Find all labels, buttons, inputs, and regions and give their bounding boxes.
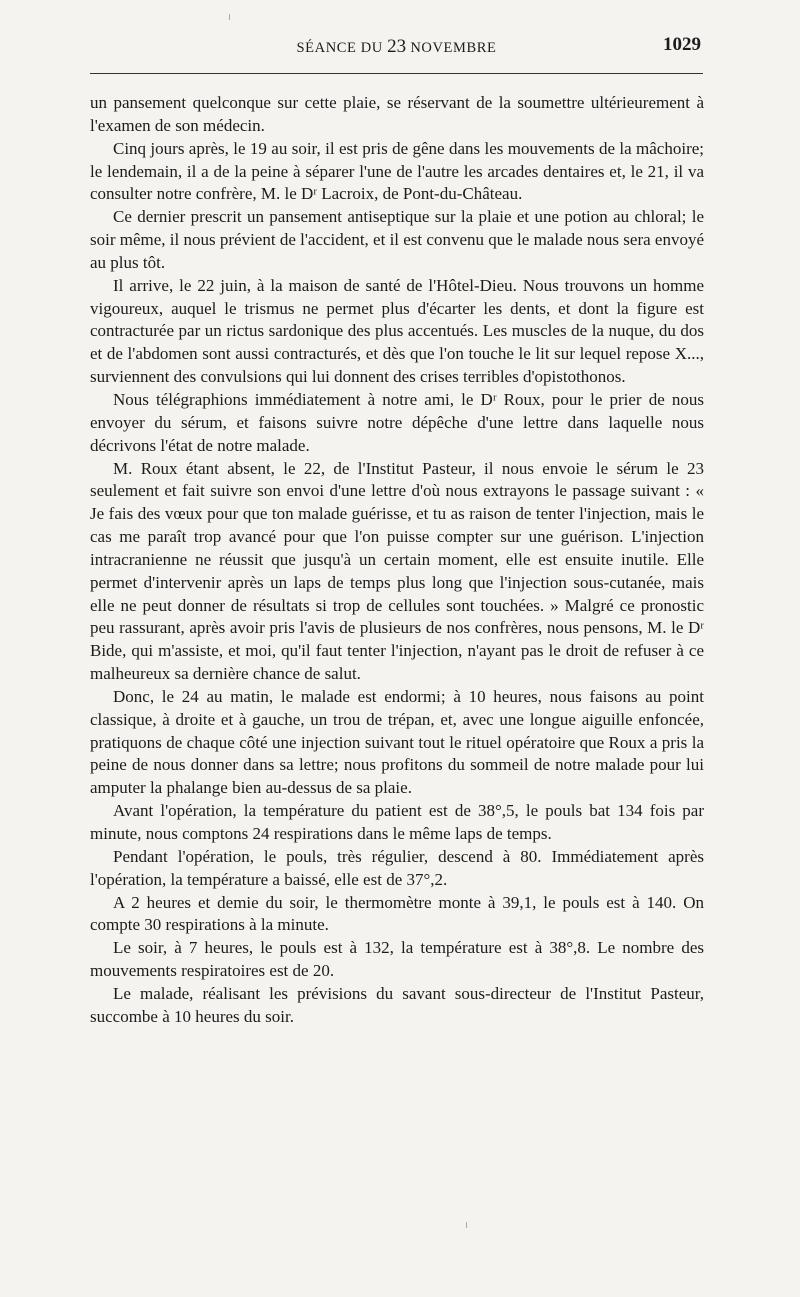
- paragraph-10: A 2 heures et demie du soir, le thermomètre monte à 39,1, le pouls est à 140. On compte 30 respirations à la minute.: [90, 892, 704, 935]
- paragraph-12: Le malade, réalisant les prévisions du savant sous-directeur de l'Institut Pasteur, succombe à 10 heures du soir.: [90, 983, 704, 1026]
- paragraph-8: Avant l'opération, la température du patient est de 38°,5, le pouls bat 134 fois par minute, nous comptons 24 respirations dans le même laps de temps.: [90, 801, 704, 843]
- running-title-post: NOVEMBRE: [406, 40, 497, 56]
- running-title-pre: SÉANCE DU: [296, 40, 388, 56]
- paragraph-1: un pansement quelconque sur cette plaie, se réservant de la soumettre ultérieurement à l'examen de son médecin.: [90, 93, 704, 135]
- paragraph-3: Ce dernier prescrit un pansement antiseptique sur la plaie et une potion au chloral; le soir même, il nous prévient de l'accident, et il est convenu que le malade nous sera envoyé au plus tôt.: [90, 207, 704, 272]
- page-header: [90, 34, 703, 62]
- running-title-day: 23: [387, 36, 407, 57]
- paragraph-11: Le soir, à 7 heures, le pouls est à 132, la température est à 38°,8. Le nombre des mouvements respiratoires est de 20.: [90, 938, 704, 981]
- header-rule: [90, 73, 703, 74]
- paper-speck: [229, 14, 230, 20]
- page-number: 1029: [663, 34, 701, 55]
- running-title: [90, 36, 703, 58]
- paragraph-6: M. Roux étant absent, le 22, de l'Institut Pasteur, il nous envoie le sérum le 23 seulement et fait suivre son envoi d'une lettre d'où nous extrayons le passage suivant : « Je fais des vœux pour que ton malade guérisse, et tu as raison de tenter l'injection, mais le cas me paraît trop avancé pour que l'on puisse compter sur une guérison. L'injection intracranienne ne réussit que jusqu'à un certain moment, elle est ensuite inutile. Elle permet d'intervenir après un laps de temps plus long que l'injection sous-cutanée, mais elle ne peut donner de résultats si trop de cellules sont touchées. » Malgré ce pronostic peu rassurant, après avoir pris l'avis de plusieurs de nos confrères, nous pensons, M. le Dʳ Bide, qui m'assiste, et moi, qu'il faut tenter l'injection, n'ayant pas le droit de refuser à ce malheureux sa dernière chance de salut.: [90, 458, 704, 684]
- body-text: [90, 92, 704, 1029]
- paragraph-4: Il arrive, le 22 juin, à la maison de santé de l'Hôtel-Dieu. Nous trouvons un homme vigoureux, auquel le trismus ne permet plus d'écarter les dents, et dont la figure est contracturée par un rictus sardonique des plus accentués. Les muscles de la nuque, du dos et de l'abdomen sont aussi contracturés, et dès que l'on touche le lit sur lequel repose X..., surviennent des convulsions qui lui donnent des crises terribles d'opistothonos.: [90, 275, 704, 387]
- paper-speck: [466, 1222, 467, 1228]
- paragraph-7: Donc, le 24 au matin, le malade est endormi; à 10 heures, nous faisons au point classique, à droite et à gauche, un trou de trépan, et, avec une longue aiguille enfoncée, pratiquons de chaque côté une injection suivant tout le rituel opératoire que Roux a pris la peine de nous donner dans sa lettre; nous profitons du sommeil de notre malade pour lui amputer la phalange bien au-dessus de sa plaie.: [90, 686, 704, 798]
- paragraph-9: Pendant l'opération, le pouls, très régulier, descend à 80. Immédiatement après l'opération, la température a baissé, elle est de 37°,2.: [90, 846, 704, 889]
- paragraph-5: Nous télégraphions immédiatement à notre ami, le Dʳ Roux, pour le prier de nous envoyer du sérum, et faisons suivre notre dépêche d'une lettre dans laquelle nous décrivons l'état de notre malade.: [90, 389, 704, 455]
- paragraph-2: Cinq jours après, le 19 au soir, il est pris de gêne dans les mouvements de la mâchoire; le lendemain, il a de la peine à séparer l'une de l'autre les arcades dentaires et, le 21, il va consulter notre confrère, M. le Dʳ Lacroix, de Pont-du-Château.: [90, 138, 704, 204]
